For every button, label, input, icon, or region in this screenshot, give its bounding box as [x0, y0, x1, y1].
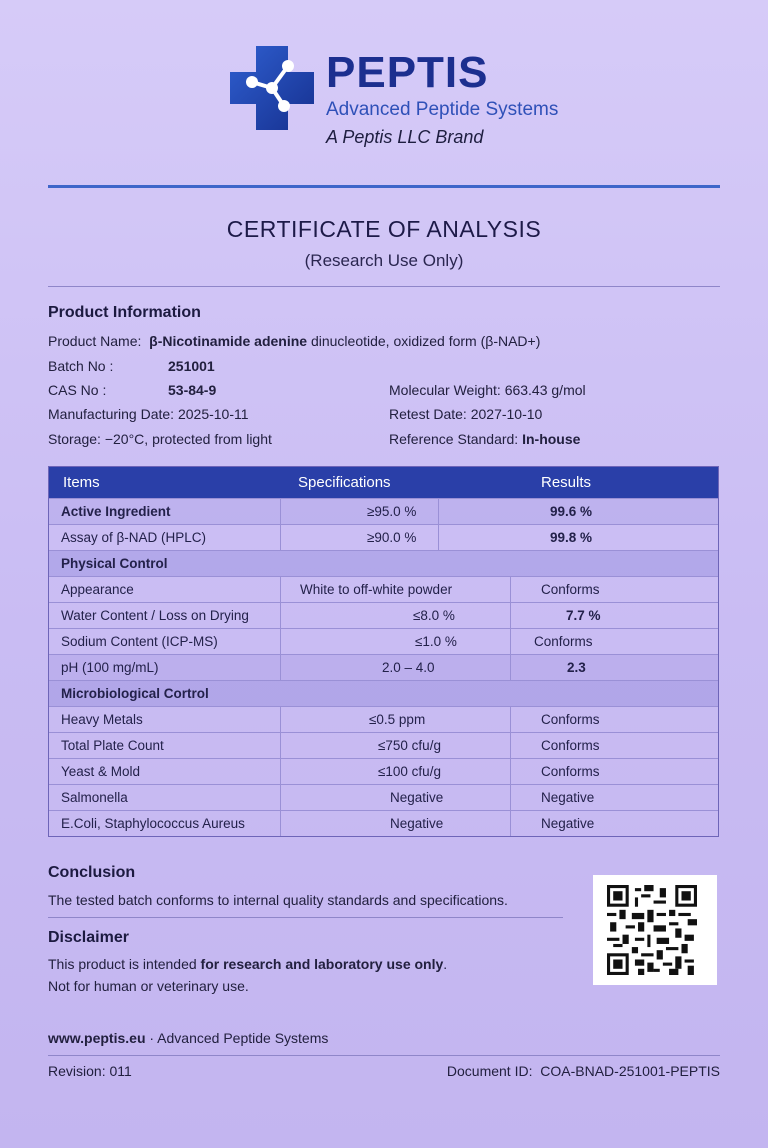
product-name-line [48, 333, 540, 349]
row-item: Total Plate Count [61, 738, 164, 753]
row-result: Conforms [541, 712, 600, 727]
mw-line [389, 382, 586, 398]
footer-link-line [48, 1030, 328, 1046]
row-spec: ≤0.5 ppm [369, 712, 426, 727]
table-row-assay [49, 524, 718, 550]
product-name-bold: β-Nicotinamide adenine [149, 333, 308, 349]
storage-value: −20°C, protected from light [104, 431, 272, 447]
website-link[interactable]: www.peptis.eu [48, 1030, 146, 1046]
row-result: 2.3 [567, 660, 586, 675]
table-row-active [49, 498, 718, 524]
header-specifications: Specifications [298, 474, 391, 491]
document-id-label: Document ID: [446, 1063, 533, 1079]
row-result: 7.7 % [566, 608, 601, 623]
row-item: Water Content / Loss on Drying [61, 608, 249, 623]
table-row [49, 758, 718, 784]
ref-value: In-house [522, 431, 581, 447]
row-result: Conforms [541, 582, 600, 597]
revision-text: Revision: 011 [48, 1063, 132, 1079]
ref-line [389, 431, 580, 447]
mfg-line [48, 406, 249, 422]
storage-line [48, 431, 272, 447]
conclusion-title: Conclusion [48, 864, 136, 881]
footer-tagline: Advanced Peptide Systems [157, 1030, 329, 1046]
product-name-rest: dinucleotide, oxidized form (β-NAD+) [307, 333, 541, 349]
batch-value: 251001 [168, 358, 215, 374]
certificate-title: CERTIFICATE OF ANALYSIS [226, 216, 542, 242]
assay-spec: ≥90.0 % [367, 530, 417, 545]
row-spec: ≤1.0 % [415, 634, 457, 649]
table-row [49, 576, 718, 602]
disclaimer-line-1 [48, 956, 447, 972]
row-spec: ≤750 cfu/g [378, 738, 441, 753]
row-result: Negative [541, 816, 595, 831]
row-item: E.Coli, Staphylococcus Aureus [61, 816, 245, 831]
storage-label: Storage: [48, 431, 101, 447]
brand-tagline: A Peptis LLC Brand [326, 127, 484, 147]
header-results: Results [541, 474, 592, 491]
row-result: Conforms [541, 738, 600, 753]
conclusion-divider [48, 917, 563, 918]
batch-label: Batch No : [48, 358, 114, 374]
conclusion-text: The tested batch conforms to internal quality standards and specifications. [48, 892, 508, 908]
row-result: Conforms [534, 634, 593, 649]
footer-separator: · [145, 1030, 158, 1046]
brand-subtitle: Advanced Peptide Systems [326, 99, 559, 120]
table-header [49, 467, 718, 498]
row-item: pH (100 mg/mL) [61, 660, 159, 675]
document-id-value: COA-BNAD-251001-PEPTIS [540, 1063, 720, 1079]
retest-label: Retest Date: [389, 406, 467, 422]
mfg-value: 2025-10-11 [177, 406, 249, 422]
active-label: Active Ingredient [61, 504, 171, 519]
row-item: Sodium Content (ICP-MS) [61, 634, 218, 649]
qr-code[interactable] [593, 875, 717, 985]
row-result: Negative [541, 790, 595, 805]
table-row [49, 732, 718, 758]
product-info-title: Product Information [48, 304, 201, 321]
document-id-line [447, 1063, 720, 1079]
table-row [49, 810, 718, 836]
certificate-subtitle: (Research Use Only) [304, 251, 464, 270]
ref-label: Reference Standard: [389, 431, 519, 447]
retest-value: 2027-10-10 [470, 406, 543, 422]
physical-title: Physical Control [61, 556, 168, 571]
micro-title: Microbiological Cortrol [61, 686, 209, 701]
assay-result: 99.8 % [550, 530, 593, 545]
row-spec: ≤8.0 % [413, 608, 455, 623]
disclaimer-title: Disclaimer [48, 929, 129, 946]
disclaimer-bold: for research and laboratory use only [200, 956, 444, 972]
mw-label: Molecular Weight: [389, 382, 501, 398]
table-row [49, 628, 718, 654]
row-spec: Negative [390, 816, 444, 831]
table-group-physical [49, 550, 718, 576]
row-item: Appearance [61, 582, 134, 597]
cas-value: 53-84-9 [168, 382, 217, 398]
assay-label: Assay of β-NAD (HPLC) [61, 530, 207, 545]
row-spec: Negative [390, 790, 444, 805]
row-spec: White to off-white powder [300, 582, 453, 597]
active-spec: ≥95.0 % [367, 504, 417, 519]
footer-divider [48, 1055, 720, 1056]
retest-line [389, 406, 542, 422]
header-items: Items [63, 474, 100, 491]
table-group-micro [49, 680, 718, 706]
product-name-label: Product Name: [48, 333, 142, 349]
disclaimer-line-2: Not for human or veterinary use. [48, 978, 249, 994]
row-item: Salmonella [61, 790, 128, 805]
table-row [49, 784, 718, 810]
mw-value: 663.43 g/mol [504, 382, 586, 398]
row-result: Conforms [541, 764, 600, 779]
brand-name: PEPTIS [326, 48, 489, 97]
table-row [49, 602, 718, 628]
table-row [49, 706, 718, 732]
cas-label: CAS No : [48, 382, 107, 398]
analysis-table [48, 466, 719, 837]
row-spec: ≤100 cfu/g [378, 764, 441, 779]
table-row [49, 654, 718, 680]
peptis-cross-logo-icon [226, 42, 318, 134]
header-divider [48, 185, 720, 188]
brand-block [326, 50, 558, 148]
disclaimer-pre: This product is intended [48, 956, 201, 972]
qr-code-icon [607, 885, 697, 975]
active-result: 99.6 % [550, 504, 593, 519]
mfg-label: Manufacturing Date: [48, 406, 175, 422]
row-item: Yeast & Mold [61, 764, 141, 779]
disclaimer-post: . [443, 956, 448, 972]
row-spec: 2.0 – 4.0 [382, 660, 435, 675]
row-item: Heavy Metals [61, 712, 143, 727]
title-divider [48, 286, 720, 287]
